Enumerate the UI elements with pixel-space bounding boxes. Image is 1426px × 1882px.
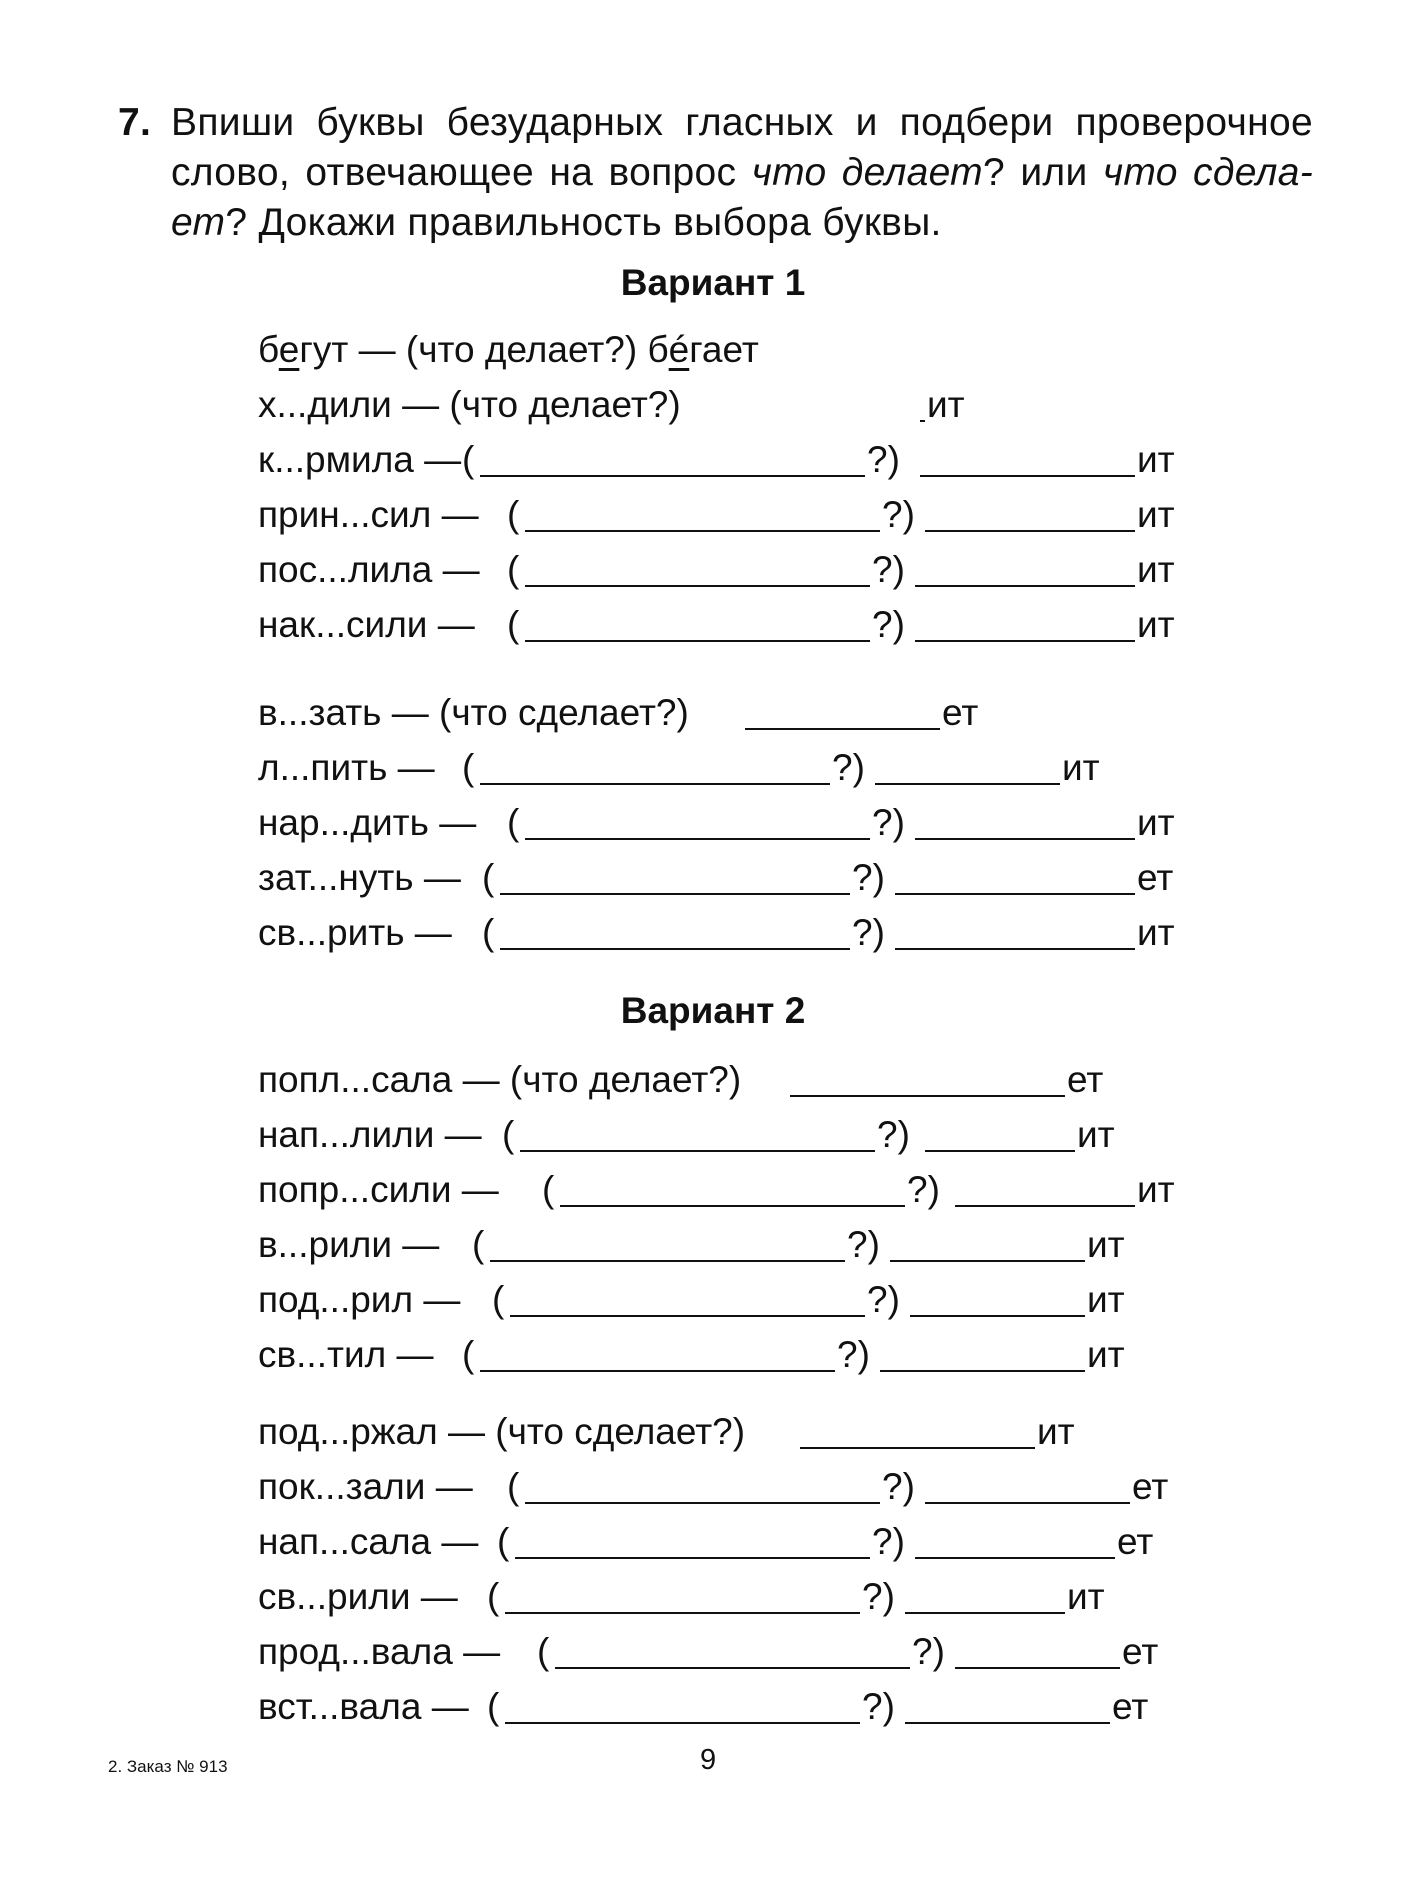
exercise-word: под...рил — xyxy=(258,1279,461,1320)
variant-2-row xyxy=(258,1110,1115,1160)
question-text: (что делает?) xyxy=(509,1059,742,1100)
close-question: ?) xyxy=(907,1169,940,1210)
variant-1-row xyxy=(258,490,1175,540)
task-text xyxy=(171,98,1313,248)
exercise-word: св...тил — xyxy=(258,1334,434,1375)
variant-1-row xyxy=(258,908,1175,958)
answer-blank-line[interactable] xyxy=(920,475,1135,477)
word-ending: ит xyxy=(1137,802,1175,843)
open-paren: ( xyxy=(502,1114,515,1155)
variant-2-row xyxy=(258,1572,1105,1622)
close-question: ?) xyxy=(872,549,905,590)
task-italic-question: что сдела- xyxy=(1102,151,1313,194)
word-ending: ит xyxy=(1137,912,1175,953)
close-question: ?) xyxy=(872,1521,905,1562)
question-blank-line[interactable] xyxy=(480,783,830,785)
variant-2-row xyxy=(258,1165,1175,1215)
answer-blank-line[interactable] xyxy=(905,1722,1110,1724)
close-question: ?) xyxy=(882,494,915,535)
close-question: ?) xyxy=(852,912,885,953)
open-paren: ( xyxy=(487,1686,500,1727)
open-paren: ( xyxy=(507,802,520,843)
open-paren: ( xyxy=(482,857,495,898)
open-paren: ( xyxy=(462,1334,475,1375)
task-italic-question: ет xyxy=(171,201,226,244)
answer-blank-line[interactable] xyxy=(800,1447,1035,1449)
answer-blank-line[interactable] xyxy=(895,948,1135,950)
open-paren: ( xyxy=(462,747,475,788)
exercise-word: х...дили — xyxy=(258,384,450,425)
exercise-word: попр...сили — xyxy=(258,1169,499,1210)
answer-blank-line[interactable] xyxy=(915,640,1135,642)
exercise-word: в...рили — xyxy=(258,1224,440,1265)
answer-blank-line[interactable] xyxy=(875,783,1060,785)
question-blank-line[interactable] xyxy=(515,1557,870,1559)
task-line-1: Впиши буквы безударных гласных и подбери проверочное xyxy=(171,101,1313,144)
exercise-word: под...ржал — xyxy=(258,1411,496,1452)
close-question: ?) xyxy=(877,1114,910,1155)
question-blank-line[interactable] xyxy=(510,1315,865,1317)
question-text: (что сделает?) xyxy=(495,1411,746,1452)
task-italic-question: что делает xyxy=(751,151,983,194)
variant-2-row xyxy=(258,1517,1154,1567)
open-paren: ( xyxy=(487,1576,500,1617)
question-blank-line[interactable] xyxy=(480,475,865,477)
example-text: гут xyxy=(299,329,349,370)
variant-2-row xyxy=(258,1682,1149,1732)
close-question: ?) xyxy=(872,802,905,843)
task-number: 7. xyxy=(118,101,152,144)
word-ending: ит xyxy=(1087,1279,1125,1320)
answer-blank-line[interactable] xyxy=(955,1667,1120,1669)
close-question: ?) xyxy=(867,439,900,480)
exercise-word: св...рили — xyxy=(258,1576,458,1617)
variant-2-row xyxy=(258,1055,1104,1105)
task-line-3 xyxy=(171,198,1313,248)
question-blank-line[interactable] xyxy=(500,893,850,895)
answer-blank-line[interactable] xyxy=(915,838,1135,840)
word-ending: ит xyxy=(927,384,965,425)
example-text: гает xyxy=(689,329,759,370)
variant-1-row xyxy=(258,600,1175,650)
word-ending: ет xyxy=(1067,1059,1104,1100)
answer-blank-line[interactable] xyxy=(925,530,1135,532)
open-paren: ( xyxy=(537,1631,550,1672)
variant-1-row xyxy=(258,545,1175,595)
answer-blank-line[interactable] xyxy=(925,1150,1075,1152)
order-number: 2. Заказ № 913 xyxy=(108,1757,228,1776)
exercise-word: нар...дить — xyxy=(258,802,477,843)
exercise-word: в...зать — xyxy=(258,692,440,733)
close-question: ?) xyxy=(862,1686,895,1727)
exercise-word: вст...вала — xyxy=(258,1686,469,1727)
close-question: ?) xyxy=(912,1631,945,1672)
variant-1-row xyxy=(258,435,1175,485)
question-blank-line[interactable] xyxy=(505,1722,860,1724)
answer-blank-line[interactable] xyxy=(745,728,940,730)
example-text: б xyxy=(647,329,669,370)
close-question: ?) xyxy=(882,1466,915,1507)
word-ending: ит xyxy=(1087,1224,1125,1265)
example-row xyxy=(258,325,759,375)
word-ending: ит xyxy=(1087,1334,1125,1375)
answer-blank-line[interactable] xyxy=(915,1557,1115,1559)
variant-1-title: Вариант 1 xyxy=(620,262,806,303)
exercise-word: попл...сала — xyxy=(258,1059,510,1100)
exercise-word: нак...сили — xyxy=(258,604,475,645)
exercise-word: прин...сил — xyxy=(258,494,479,535)
word-ending: ит xyxy=(1037,1411,1075,1452)
open-paren: ( xyxy=(507,549,520,590)
close-question: ?) xyxy=(852,857,885,898)
question-text: (что делает?) xyxy=(449,384,681,425)
word-ending: ит xyxy=(1067,1576,1105,1617)
variant-2-row xyxy=(258,1407,1075,1457)
close-question: ?) xyxy=(837,1334,870,1375)
exercise-word: л...пить — xyxy=(258,747,435,788)
page-number: 9 xyxy=(700,1744,717,1776)
stressed-vowel: é xyxy=(668,329,690,370)
answer-blank-line[interactable] xyxy=(920,420,925,422)
question-blank-line[interactable] xyxy=(500,948,850,950)
variant-1-row xyxy=(258,853,1174,903)
word-ending: ет xyxy=(1122,1631,1159,1672)
exercise-word: к...рмила — xyxy=(258,439,462,480)
question-blank-line[interactable] xyxy=(560,1205,905,1207)
variant-2-row xyxy=(258,1275,1125,1325)
close-question: ?) xyxy=(867,1279,900,1320)
close-question: ?) xyxy=(847,1224,880,1265)
open-paren: ( xyxy=(472,1224,485,1265)
answer-blank-line[interactable] xyxy=(895,893,1135,895)
question-blank-line[interactable] xyxy=(525,530,880,532)
exercise-word: зат...нуть — xyxy=(258,857,461,898)
answer-blank-line[interactable] xyxy=(890,1260,1085,1262)
exercise-word: св...рить — xyxy=(258,912,452,953)
example-text: б xyxy=(258,329,279,370)
example-text: — (что делает?) xyxy=(348,329,648,370)
open-paren: ( xyxy=(507,494,520,535)
open-paren: ( xyxy=(492,1279,505,1320)
answer-blank-line[interactable] xyxy=(905,1612,1065,1614)
variant-2-title: Вариант 2 xyxy=(620,990,806,1031)
question-blank-line[interactable] xyxy=(520,1150,875,1152)
word-ending: ит xyxy=(1137,1169,1175,1210)
word-ending: ит xyxy=(1137,549,1175,590)
open-paren: ( xyxy=(507,604,520,645)
variant-2-row xyxy=(258,1330,1125,1380)
question-blank-line[interactable] xyxy=(555,1667,910,1669)
word-ending: ит xyxy=(1137,439,1175,480)
question-text: (что сделает?) xyxy=(439,692,689,733)
exercise-word: пос...лила — xyxy=(258,549,480,590)
word-ending: ет xyxy=(1137,857,1174,898)
question-blank-line[interactable] xyxy=(505,1612,860,1614)
close-question: ?) xyxy=(862,1576,895,1617)
open-paren: ( xyxy=(462,439,475,480)
exercise-word: пок...зали — xyxy=(258,1466,473,1507)
answer-blank-line[interactable] xyxy=(925,1502,1130,1504)
task-text-part: слово, отвечающее на вопрос xyxy=(171,151,752,194)
question-blank-line[interactable] xyxy=(525,838,870,840)
answer-blank-line[interactable] xyxy=(880,1370,1085,1372)
exercise-word: нап...лили — xyxy=(258,1114,482,1155)
word-ending: ет xyxy=(1112,1686,1149,1727)
answer-blank-line[interactable] xyxy=(910,1315,1085,1317)
variant-2-row xyxy=(258,1220,1125,1270)
close-question: ?) xyxy=(832,747,865,788)
question-blank-line[interactable] xyxy=(525,585,870,587)
question-blank-line[interactable] xyxy=(525,640,870,642)
question-blank-line[interactable] xyxy=(480,1370,835,1372)
task-line-2 xyxy=(171,148,1313,198)
word-ending: ет xyxy=(942,692,979,733)
word-ending: ит xyxy=(1137,604,1175,645)
variant-1-row xyxy=(258,798,1175,848)
exercise-word: нап...сала — xyxy=(258,1521,479,1562)
task-text-part: ? Докажи правильность выбора буквы. xyxy=(225,201,942,244)
variant-1-row xyxy=(258,380,965,430)
variant-1-row xyxy=(258,688,979,738)
open-paren: ( xyxy=(542,1169,555,1210)
close-question: ?) xyxy=(872,604,905,645)
word-ending: ит xyxy=(1062,747,1100,788)
open-paren: ( xyxy=(497,1521,510,1562)
word-ending: ет xyxy=(1117,1521,1154,1562)
variant-2-row xyxy=(258,1627,1159,1677)
word-ending: ит xyxy=(1137,494,1175,535)
word-ending: ет xyxy=(1132,1466,1169,1507)
open-paren: ( xyxy=(482,912,495,953)
word-ending: ит xyxy=(1077,1114,1115,1155)
variant-2-row xyxy=(258,1462,1169,1512)
answer-blank-line[interactable] xyxy=(915,585,1135,587)
answer-blank-line[interactable] xyxy=(955,1205,1135,1207)
question-blank-line[interactable] xyxy=(525,1502,880,1504)
answer-blank-line[interactable] xyxy=(790,1095,1065,1097)
question-blank-line[interactable] xyxy=(490,1260,845,1262)
exercise-word: прод...вала — xyxy=(258,1631,501,1672)
stressed-vowel: е xyxy=(278,329,300,370)
open-paren: ( xyxy=(507,1466,520,1507)
variant-1-row xyxy=(258,743,1100,793)
task-text-part: ? или xyxy=(982,151,1103,194)
